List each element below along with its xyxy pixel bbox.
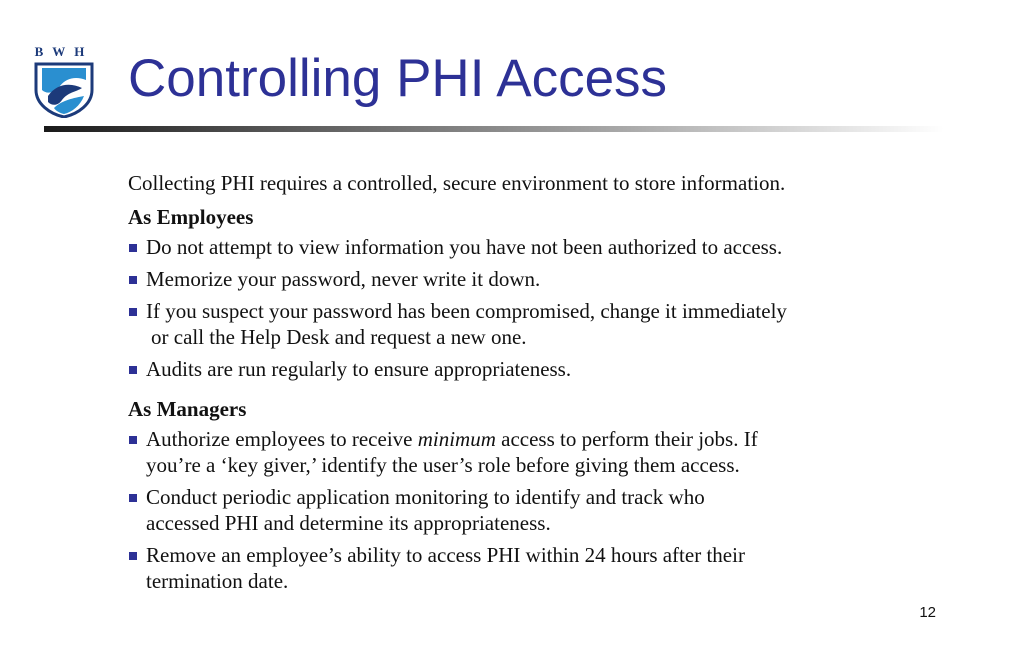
bullet-text — [146, 426, 988, 452]
bullet-square-icon — [129, 552, 137, 560]
list-item — [128, 542, 988, 594]
bullet-text-continued: you’re a ‘key giver,’ identify the user’s role before giving them access. — [146, 453, 740, 477]
page-number: 12 — [919, 604, 936, 621]
employees-heading: As Employees — [128, 205, 254, 229]
shield-icon — [32, 62, 96, 118]
title-divider — [44, 126, 944, 132]
list-item — [128, 356, 988, 382]
bullet-text: Memorize your password, never write it down. — [146, 267, 541, 291]
page-title: Controlling PHI Access — [128, 49, 668, 108]
bullet-text: Remove an employee’s ability to access PHI within 24 hours after their — [146, 543, 745, 567]
slide-content — [128, 170, 988, 600]
bullet-text-continued: accessed PHI and determine its appropriateness. — [146, 511, 551, 535]
managers-heading: As Managers — [128, 397, 247, 421]
bullet-text-continued: termination date. — [146, 569, 289, 593]
bullet-square-icon — [129, 244, 137, 252]
list-item — [128, 298, 988, 350]
logo-letters: BWH — [34, 44, 94, 59]
bullet-text-part: Authorize employees to receive — [146, 427, 418, 451]
bullet-text: If you suspect your password has been compromised, change it immediately — [146, 299, 787, 323]
bullet-text-continued: or call the Help Desk and request a new one. — [151, 325, 527, 349]
bullet-square-icon — [129, 366, 137, 374]
list-item — [128, 266, 988, 292]
bullet-text: Do not attempt to view information you have not been authorized to access. — [146, 235, 783, 259]
bullet-square-icon — [129, 276, 137, 284]
bullet-square-icon — [129, 436, 137, 444]
bullet-text: Audits are run regularly to ensure appropriateness. — [146, 357, 572, 381]
list-item — [128, 484, 988, 536]
intro-text: Collecting PHI requires a controlled, secure environment to store information. — [128, 171, 786, 195]
list-item — [128, 234, 988, 260]
list-item — [128, 426, 988, 478]
bullet-square-icon — [129, 494, 137, 502]
bullet-text: Conduct periodic application monitoring to identify and track who — [146, 485, 705, 509]
bullet-text-part: access to perform their jobs. If — [495, 427, 758, 451]
bwh-logo — [28, 44, 100, 118]
emphasis-minimum: minimum — [417, 427, 496, 451]
bullet-square-icon — [129, 308, 137, 316]
